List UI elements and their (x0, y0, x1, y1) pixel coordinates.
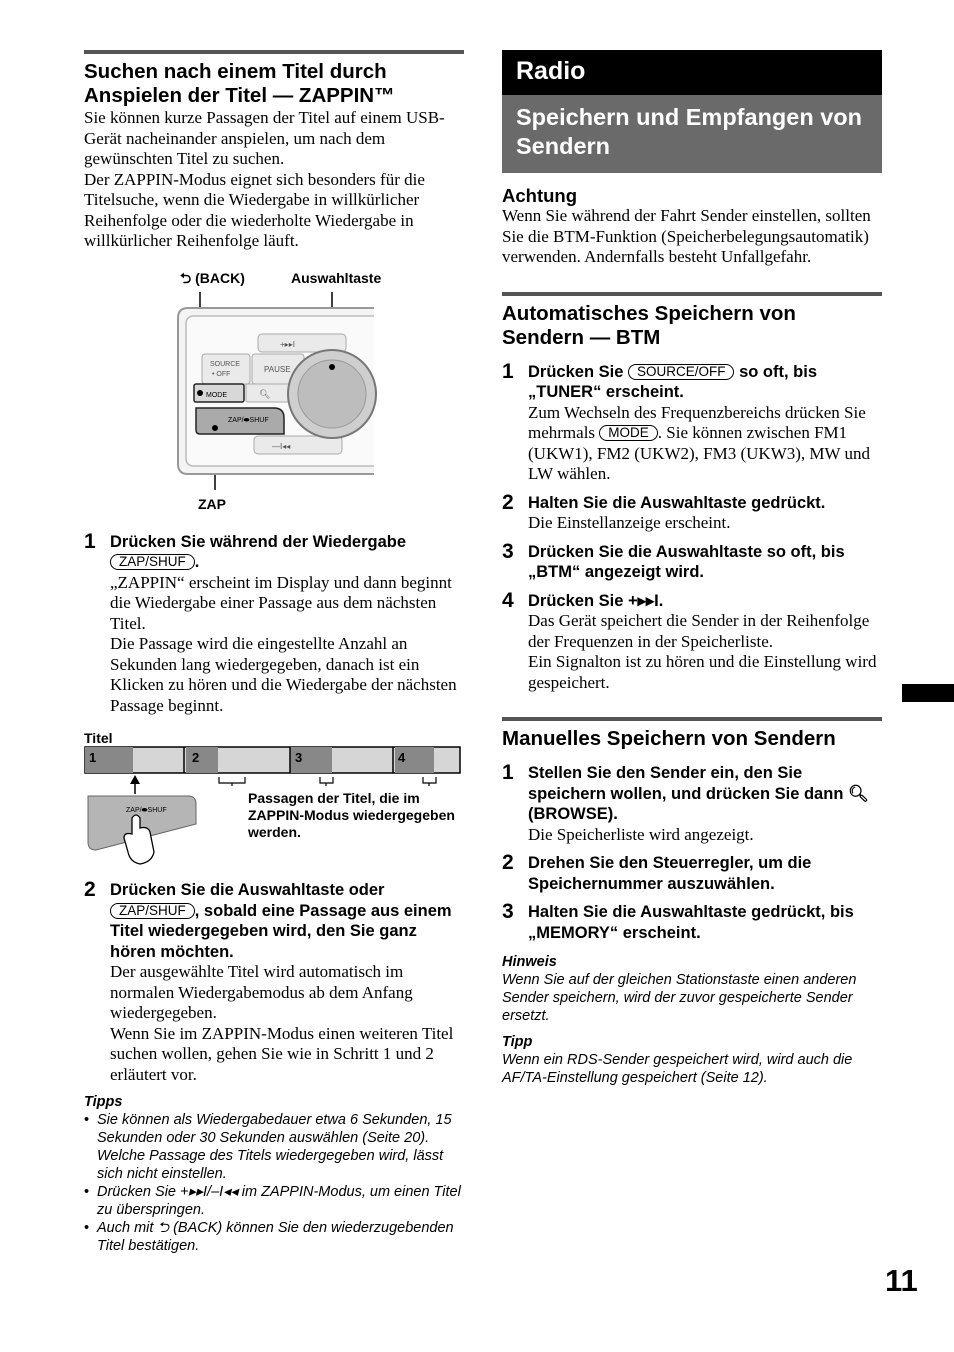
control-panel-diagram (84, 252, 464, 522)
step-instruction: Halten Sie die Auswahltaste gedrückt, bis „MEMORY“ erscheint. (528, 903, 854, 942)
zappin-intro: Sie können kurze Passagen der Titel auf einem USB-Gerät nacheinander anspielen, um nach dem gewünschten Titel zu suchen. (84, 108, 445, 168)
tips-list (84, 1111, 464, 1255)
radio-banner: Radio (502, 50, 882, 95)
page-number: 11 (885, 1263, 918, 1298)
chapter-tab (902, 684, 954, 702)
svg-text:• OFF: • OFF (212, 370, 231, 378)
select-callout: Auswahltaste (291, 269, 382, 286)
section-banner: Speichern und Empfangen von Sendern (502, 95, 882, 173)
prev-button-text: —I◂◂ (272, 441, 291, 451)
passage-caption: Passagen der Titel, die im ZAPPIN-Modus wiedergegeben werden. (248, 790, 455, 840)
step-body-2: Die Passage wird die eingestellte Anzahl an Sekunden lang wiedergegeben, danach ist ein Klicken zu hören und die Wiedergabe der nächsten Passage beginnt. (110, 634, 457, 715)
step-instruction: Halten Sie die Auswahltaste gedrückt. (528, 493, 826, 512)
search-icon: 🔍︎ (259, 388, 271, 399)
tip-title: Tipp (502, 1034, 533, 1050)
btm-step-1: 1 Drücken Sie SOURCE/OFF so oft, bis „TUNER“ erscheint. Zum Wechseln des Frequenzbereichs drücken Sie mehrmals MODE . Sie können zwischen FM1 (UKW1), FM2 (UKW2), FM3 (UKW3), MW und LW wählen. (502, 362, 882, 485)
zap-button-text: ZAP/⬬SHUF (228, 416, 269, 424)
btm-step-2: 2 Halten Sie die Auswahltaste gedrückt. Die Einstellanzeige erscheint. (502, 493, 882, 534)
btm-step-3: 3 Drücken Sie die Auswahltaste so oft, bis „BTM“ angezeigt wird. (502, 542, 882, 583)
left-column (84, 50, 464, 1255)
section-rule (502, 717, 882, 721)
zappin-step-1 (84, 529, 464, 717)
step-body: Zum Wechseln des Frequenzbereichs drücken Sie mehrmals MODE . Sie können zwischen FM1 (UKW1), FM2 (UKW2), FM3 (UKW3), MW und LW wählen. (528, 402, 871, 483)
svg-text:2: 2 (192, 750, 200, 765)
tip-block (502, 1033, 882, 1087)
manual-step-3: 3 Halten Sie die Auswahltaste gedrückt, bis „MEMORY“ erscheint. (502, 902, 882, 943)
step-body: Die Einstellanzeige erscheint. (528, 513, 731, 532)
svg-text:1: 1 (89, 750, 97, 765)
step-instruction: Drücken Sie +▸▸I. (528, 591, 664, 610)
step-instruction: Drücken Sie die Auswahltaste oder ZAP/SHUF , sobald eine Passage aus einem Titel wiedergegeben wird, den Sie ganz hören möchten. (110, 881, 452, 961)
search-icon: 🔍︎ (848, 784, 869, 803)
step-body-2: Wenn Sie im ZAPPIN-Modus einen weiteren Titel suchen wollen, gehen Sie wie in Schritt 1 und 2 erläutert vor. (110, 1023, 454, 1084)
hint-block (502, 953, 882, 1025)
titel-label: Titel (84, 730, 113, 746)
btm-heading: Automatisches Speichern von Sendern — BTM (502, 301, 796, 349)
manual-step-1: 1 Stellen Sie den Sender ein, den Sie speichern wollen, und drücken Sie dann 🔍︎(BROWSE). Die Speicherliste wird angezeigt. (502, 763, 882, 845)
back-arrow-icon: ⮌ (180, 269, 192, 286)
mode-key: MODE (599, 425, 658, 441)
svg-text:ZAP/⬬SHUF: ZAP/⬬SHUF (126, 807, 167, 814)
svg-text:4: 4 (398, 750, 406, 765)
step-body: Das Gerät speichert die Sender in der Reihenfolge der Frequenzen in der Speicherliste. (528, 611, 870, 651)
manual-step-2: 2 Drehen Sie den Steuerregler, um die Speichernummer auszuwählen. (502, 853, 882, 894)
track-bar-diagram (84, 730, 464, 880)
step-instruction: Stellen Sie den Sender ein, den Sie speichern wollen, und drücken Sie dann 🔍︎(BROWSE). (528, 764, 869, 823)
zappin-step-2 (84, 880, 464, 1085)
step-body: Die Speicherliste wird angezeigt. (528, 824, 754, 844)
mode-button-text: MODE (206, 391, 227, 399)
step-body: Der ausgewählte Titel wird automatisch im normalen Wiedergabemodus ab dem Anfang wiedergegeben. (110, 962, 413, 1022)
btm-step-4: 4 Drücken Sie +▸▸I. Das Gerät speichert die Sender in der Reihenfolge der Frequenzen in der Speicherliste. Ein Signalton ist zu hören und die Einstellung wird gespeichert. (502, 591, 882, 694)
tip-text: Wenn ein RDS-Sender gespeichert wird, wird auch die AF/TA-Einstellung gespeichert (Seite 12). (502, 1052, 853, 1086)
caution-text: Wenn Sie während der Fahrt Sender einstellen, sollten Sie die BTM-Funktion (Speicherbelegungsautomatik) verwenden. Andernfalls besteht Unfallgefahr. (502, 206, 871, 266)
step-instruction: Drehen Sie den Steuerregler, um die Speichernummer auszuwählen. (528, 854, 812, 893)
svg-text:3: 3 (295, 750, 303, 765)
step-instruction: Drücken Sie die Auswahltaste so oft, bis „BTM“ angezeigt wird. (528, 542, 845, 581)
zappin-intro-2: Der ZAPPIN-Modus eignet sich besonders für die Titelsuche, wenn die Wiedergabe in willkürlicher Reihenfolge oder die wiederholte Wiedergabe in willkürlicher Reihenfolge läuft. (84, 169, 425, 250)
hint-text: Wenn Sie auf der gleichen Stationstaste einen anderen Sender speichern, wird der zuvor gespeicherte Sender ersetzt. (502, 972, 857, 1024)
tip-item: • Drücken Sie +▸▸I/–I◂◂ im ZAPPIN-Modus, um einen Titel zu überspringen. (84, 1183, 464, 1219)
zap-shuf-key: ZAP/SHUF (110, 554, 195, 570)
zappin-heading: Suchen nach einem Titel durch Anspielen der Titel — ZAPPIN™ (84, 60, 395, 107)
tips-block (84, 1093, 464, 1255)
panel-illustration (84, 252, 464, 492)
step-instruction: Drücken Sie während der Wiedergabe ZAP/SHUF . (110, 532, 407, 571)
hint-title: Hinweis (502, 954, 557, 970)
step-body: „ZAPPIN“ erscheint im Display und dann beginnt die Wiedergabe einer Passage aus dem nächsten Titel. (110, 572, 452, 633)
svg-text:PAUSE: PAUSE (264, 364, 291, 374)
zap-shuf-key: ZAP/SHUF (110, 903, 195, 919)
tip-item: • Sie können als Wiedergabedauer etwa 6 Sekunden, 15 Sekunden oder 30 Sekunden auswählen (Seite 20). Welche Passage des Titels wiedergegeben wird, lässt sich nicht einstellen. (84, 1111, 464, 1183)
step-number: 2 (84, 878, 96, 901)
section-rule (84, 50, 464, 54)
tips-title: Tipps (84, 1094, 123, 1110)
step-instruction: Drücken Sie SOURCE/OFF so oft, bis „TUNER“ erscheint. (528, 362, 817, 401)
next-button-text: +▸▸I (280, 339, 295, 349)
manual-heading: Manuelles Speichern von Sendern (502, 727, 836, 750)
back-callout: ⮌ (BACK) (180, 269, 245, 286)
zap-callout: ZAP (198, 495, 226, 512)
caution-title: Achtung (502, 185, 578, 206)
step-body-2: Ein Signalton ist zu hören und die Einstellung wird gespeichert. (528, 652, 877, 692)
right-column (502, 50, 882, 1087)
section-rule (502, 292, 882, 296)
source-off-key: SOURCE/OFF (628, 364, 735, 380)
svg-text:SOURCE: SOURCE (210, 360, 240, 368)
tip-item: • Auch mit ⮌ (BACK) können Sie den wiederzugebenden Titel bestätigen. (84, 1219, 464, 1255)
step-number: 1 (84, 529, 96, 553)
